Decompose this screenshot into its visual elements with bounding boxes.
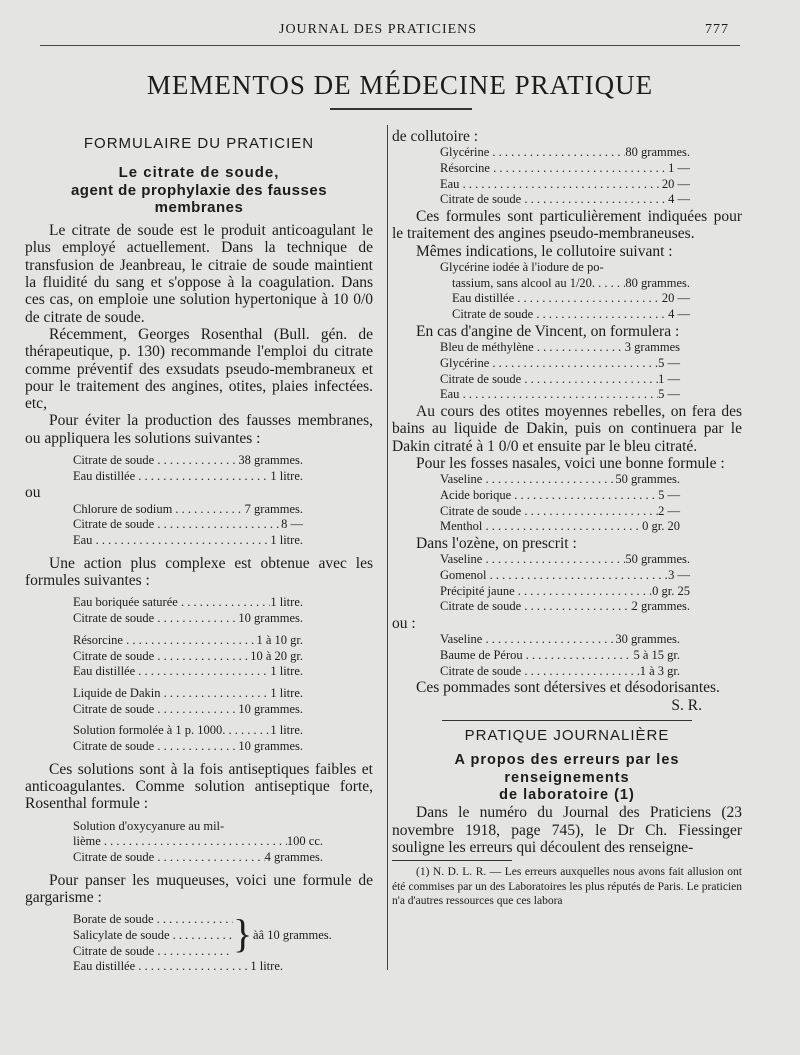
- ingredient: Citrate de soude . . .: [440, 372, 658, 388]
- ingredient: Citrate de soude . . .: [440, 504, 658, 520]
- ingredient: Solution formolée à 1 p. 1000. . . .: [73, 723, 270, 739]
- ingredient: Citrate de soude . . .: [73, 702, 238, 718]
- paragraph: de collutoire :: [392, 128, 479, 145]
- paragraph: Ces solutions sont à la fois antiseptiques faibles et anticoagulantes. Comme solution antiseptique forte, Rosenthal formule :: [25, 760, 373, 813]
- paragraph: Dans le numéro du Journal des Praticiens (23 novembre 1918, page 745), le Dr Ch. Fiessinger souligne les erreurs qui découlent des renseigne-: [392, 804, 742, 856]
- signature: S. R.: [671, 696, 702, 714]
- formula-row: [452, 307, 690, 323]
- ingredient: Citrate de soude . . .: [73, 649, 250, 665]
- quantity: 2 —: [658, 503, 680, 518]
- quantity: 4 —: [668, 192, 690, 207]
- quantity: 10 à 20 gr.: [250, 648, 303, 663]
- quantity: 80 grammes.: [625, 275, 690, 290]
- quantity: 1 —: [668, 161, 690, 175]
- formula-row: [73, 686, 303, 702]
- ingredient: Précipité jaune . . .: [440, 584, 652, 600]
- formula-row: [440, 356, 680, 372]
- ingredient: tassium, sans alcool au 1/20. . . .: [452, 276, 625, 292]
- ingredient: Vaseline . . .: [440, 472, 615, 488]
- quantity: 1 litre.: [250, 959, 283, 974]
- quantity: 5 —: [658, 487, 680, 502]
- brace: }: [233, 911, 253, 957]
- quantity: 4 grammes.: [264, 850, 323, 865]
- quantity: 0 gr. 20: [642, 519, 680, 534]
- ingredient: lième . . .: [73, 834, 287, 850]
- paragraph: En cas d'angine de Vincent, on formulera :: [416, 322, 680, 340]
- formula-row: [440, 504, 680, 520]
- formula-row: [440, 177, 690, 193]
- formula: [73, 723, 303, 754]
- formula: [73, 453, 303, 484]
- paragraph: Une action plus complexe est obtenue avec les formules suivantes :: [25, 554, 373, 590]
- formula-row: [440, 664, 680, 680]
- formula-row: [73, 723, 303, 739]
- formula-line: Glycérine iodée à l'iodure de po-: [440, 260, 604, 274]
- or-label: ou: [25, 484, 41, 502]
- ingredient: Résorcine . . .: [73, 633, 256, 649]
- quantity: 3 grammes: [624, 340, 680, 355]
- quantity: 1 litre.: [270, 533, 303, 548]
- paragraph: Ces formules sont particulièrement indiquées pour le traitement des angines pseudo-membraneuses.: [392, 208, 742, 243]
- paragraph: Récemment, Georges Rosenthal (Bull. gén. de thérapeutique, p. 130) recommande l'emploi du citrate comme préventif des exsudats pseudo-membraneux et pour le traitement des angines, otites, plaies infectées. etc,: [25, 325, 373, 413]
- formula: [73, 633, 303, 680]
- formula-row: [73, 702, 303, 718]
- formula-row: [440, 161, 690, 177]
- quantity: 1 litre.: [270, 468, 303, 483]
- ingredient: Eau . . .: [440, 387, 658, 403]
- title-rule: [330, 108, 472, 110]
- formula-row: [440, 145, 690, 161]
- or-label: ou :: [392, 615, 416, 633]
- formula-row: [440, 599, 690, 615]
- ingredient: Acide borique . . .: [440, 488, 658, 504]
- running-header: JOURNAL DES PRATICIENS: [279, 22, 478, 37]
- formula-row: [73, 469, 303, 485]
- formula: [73, 686, 303, 717]
- ingredient: Résorcine . . .: [440, 161, 668, 177]
- formula-row: [440, 472, 680, 488]
- ingredient: Vaseline . . .: [440, 552, 625, 568]
- formula: [73, 595, 303, 626]
- quantity: 8 —: [281, 517, 303, 532]
- quantity: 100 cc.: [286, 834, 323, 849]
- ingredient: Gomenol . . .: [440, 568, 668, 584]
- article-title: A propos des erreurs par les renseignements: [454, 752, 680, 786]
- quantity: 10 grammes.: [238, 611, 303, 626]
- ingredient: Eau boriquée saturée . . .: [73, 595, 270, 611]
- formula: [73, 819, 323, 866]
- ingredient: Glycérine . . .: [440, 145, 625, 161]
- formula-row: [73, 633, 303, 649]
- quantity: 1 litre.: [270, 685, 303, 700]
- paragraph: Pour les fosses nasales, voici une bonne formule :: [416, 454, 725, 472]
- formula: [440, 145, 690, 208]
- ingredient: Citrate de soude . . .: [73, 453, 238, 469]
- ingredient: Citrate de soude . . .: [73, 611, 238, 627]
- formula-row: [73, 595, 303, 611]
- quantity: 1 à 3 gr.: [639, 663, 680, 678]
- quantity: 3 —: [668, 567, 690, 582]
- ingredient: Menthol . . .: [440, 519, 642, 535]
- formula-row: [440, 372, 680, 388]
- formula-row: [452, 291, 690, 307]
- quantity: 50 grammes.: [625, 552, 690, 567]
- article-subtitle: de laboratoire (1): [499, 786, 635, 803]
- quantity: 20 —: [661, 176, 690, 191]
- paragraph: Au cours des otites moyennes rebelles, on fera des bains au liquide de Dakin, puis on continuera par le Dakin citraté à 1 0/0 et ensuite par le bleu citraté.: [392, 402, 742, 455]
- formula-row: [440, 584, 690, 600]
- section-heading: FORMULAIRE DU PRATICIEN: [83, 135, 315, 152]
- quantity: 7 grammes.: [244, 501, 303, 516]
- quantity: 1 à 10 gr.: [256, 632, 303, 647]
- ingredient: Eau distillée . . .: [73, 469, 270, 485]
- formula: [440, 472, 680, 535]
- quantity: 5 —: [658, 387, 680, 402]
- ingredient: Bleu de méthylène . . .: [440, 340, 625, 356]
- formula-row: [73, 533, 303, 549]
- ingredient: Citrate de soude . . .: [440, 192, 668, 208]
- formula-row: [73, 850, 323, 866]
- formula: [440, 552, 690, 615]
- paragraph: Pour éviter la production des fausses membranes, ou appliquera les solutions suivantes :: [25, 412, 373, 447]
- ingredient: Citrate de soude . . .: [73, 944, 233, 960]
- formula: [73, 912, 343, 975]
- paragraph: Le citrate de soude est le produit anticoagulant le plus employé actuellement. Dans la technique de transfusion de Jeanbreau, le citraie de soude maintient la fluidité du sang et s'oppose à la coagulation. Dans ces cas, on emploie une solution hypertonique à 10 0/0 de citrate de soude.: [25, 222, 373, 326]
- paragraph: Pour panser les muqueuses, voici une formule de gargarisme :: [25, 871, 373, 907]
- ingredient: Eau distillée . . .: [73, 664, 270, 680]
- quantity: 1 litre.: [270, 595, 303, 610]
- ingredient: Citrate de soude . . .: [73, 739, 238, 755]
- ingredient: Eau . . .: [440, 177, 662, 193]
- quantity: 50 grammes.: [615, 472, 680, 487]
- quantity: 4 —: [668, 307, 690, 322]
- page-number: 777: [705, 22, 729, 37]
- formula-row: [73, 834, 323, 850]
- column-divider: [387, 125, 388, 970]
- section-heading: PRATIQUE JOURNALIÈRE: [464, 727, 670, 745]
- ingredient: Citrate de soude . . .: [73, 517, 281, 533]
- ingredient: Liquide de Dakin . . .: [73, 686, 270, 702]
- quantity: 5 —: [658, 355, 680, 370]
- ingredient: Eau distillée . . .: [452, 291, 662, 307]
- ingredient: Baume de Pérou . . .: [440, 648, 633, 664]
- formula: [440, 632, 680, 679]
- ingredient: Citrate de soude . . .: [73, 850, 265, 866]
- quantity: 80 grammes.: [625, 145, 690, 160]
- formula-row: [440, 488, 680, 504]
- formula-row: [73, 664, 303, 680]
- formula-row: [440, 519, 680, 535]
- quantity: 5 à 15 gr.: [633, 648, 680, 663]
- ingredient: Eau distillée . . .: [73, 959, 250, 975]
- formula-row: [73, 517, 303, 533]
- paragraph: Mêmes indications, le collutoire suivant :: [416, 242, 673, 260]
- paragraph: Ces pommades sont détersives et désodorisantes.: [416, 679, 720, 697]
- article-subtitle: agent de prophylaxie des fausses membranes: [70, 181, 328, 216]
- ingredient: Eau . . .: [73, 533, 270, 549]
- ingredient: Citrate de soude . . .: [440, 599, 632, 615]
- formula-line: Solution d'oxycyanure au mil-: [73, 818, 225, 833]
- quantity: 1 litre.: [270, 664, 303, 679]
- formula-row: [440, 552, 690, 568]
- formula-row: [440, 568, 690, 584]
- formula-row: [73, 739, 303, 755]
- formula-row: [440, 648, 680, 664]
- paragraph: Dans l'ozène, on prescrit :: [416, 534, 577, 552]
- quantity: 1 —: [658, 371, 680, 386]
- right-column: [392, 128, 742, 909]
- quantity: àâ 10 grammes.: [253, 928, 332, 943]
- left-column: [25, 135, 373, 975]
- article-title: Le citrate de soude,: [118, 164, 280, 182]
- quantity: 2 grammes.: [631, 599, 690, 614]
- formula-row: [440, 632, 680, 648]
- quantity: 10 grammes.: [238, 739, 303, 754]
- ingredient: Borate de soude . . .: [73, 912, 233, 928]
- ingredient: Citrate de soude . . .: [440, 664, 640, 680]
- ingredient: Citrate de soude . . .: [452, 307, 668, 323]
- ingredient: Chlorure de sodium . . .: [73, 502, 245, 518]
- quantity: 1 litre.: [270, 723, 303, 738]
- quantity: 0 gr. 25: [652, 583, 690, 598]
- formula: [73, 502, 303, 549]
- footnote: (1) N. D. L. R. — Les erreurs auxquelles nous avons fait allusion ont été commises par un des Laboratoires les plus réputés de Paris. Le praticien n'a d'autres ressources que ces labora: [392, 866, 742, 908]
- quantity: 20 —: [661, 291, 690, 306]
- quantity: 30 grammes.: [615, 632, 680, 647]
- footnote-rule: [392, 860, 512, 861]
- page-title: MEMENTOS DE MÉDECINE PRATIQUE: [146, 70, 654, 100]
- formula-row: [440, 340, 680, 356]
- formula: [440, 340, 680, 403]
- formula-row: [452, 276, 690, 292]
- formula-row: [73, 649, 303, 665]
- quantity: 10 grammes.: [238, 701, 303, 716]
- formula: [440, 260, 690, 323]
- header-rule: [40, 45, 740, 46]
- quantity: 38 grammes.: [238, 453, 303, 468]
- formula-row: [73, 453, 303, 469]
- formula-row: [440, 192, 690, 208]
- ingredient: Glycérine . . .: [440, 356, 658, 372]
- ingredient: Vaseline . . .: [440, 632, 615, 648]
- formula-row: [440, 387, 680, 403]
- formula-row: [73, 611, 303, 627]
- ingredient: Salicylate de soude . . .: [73, 928, 233, 944]
- formula-row: [73, 502, 303, 518]
